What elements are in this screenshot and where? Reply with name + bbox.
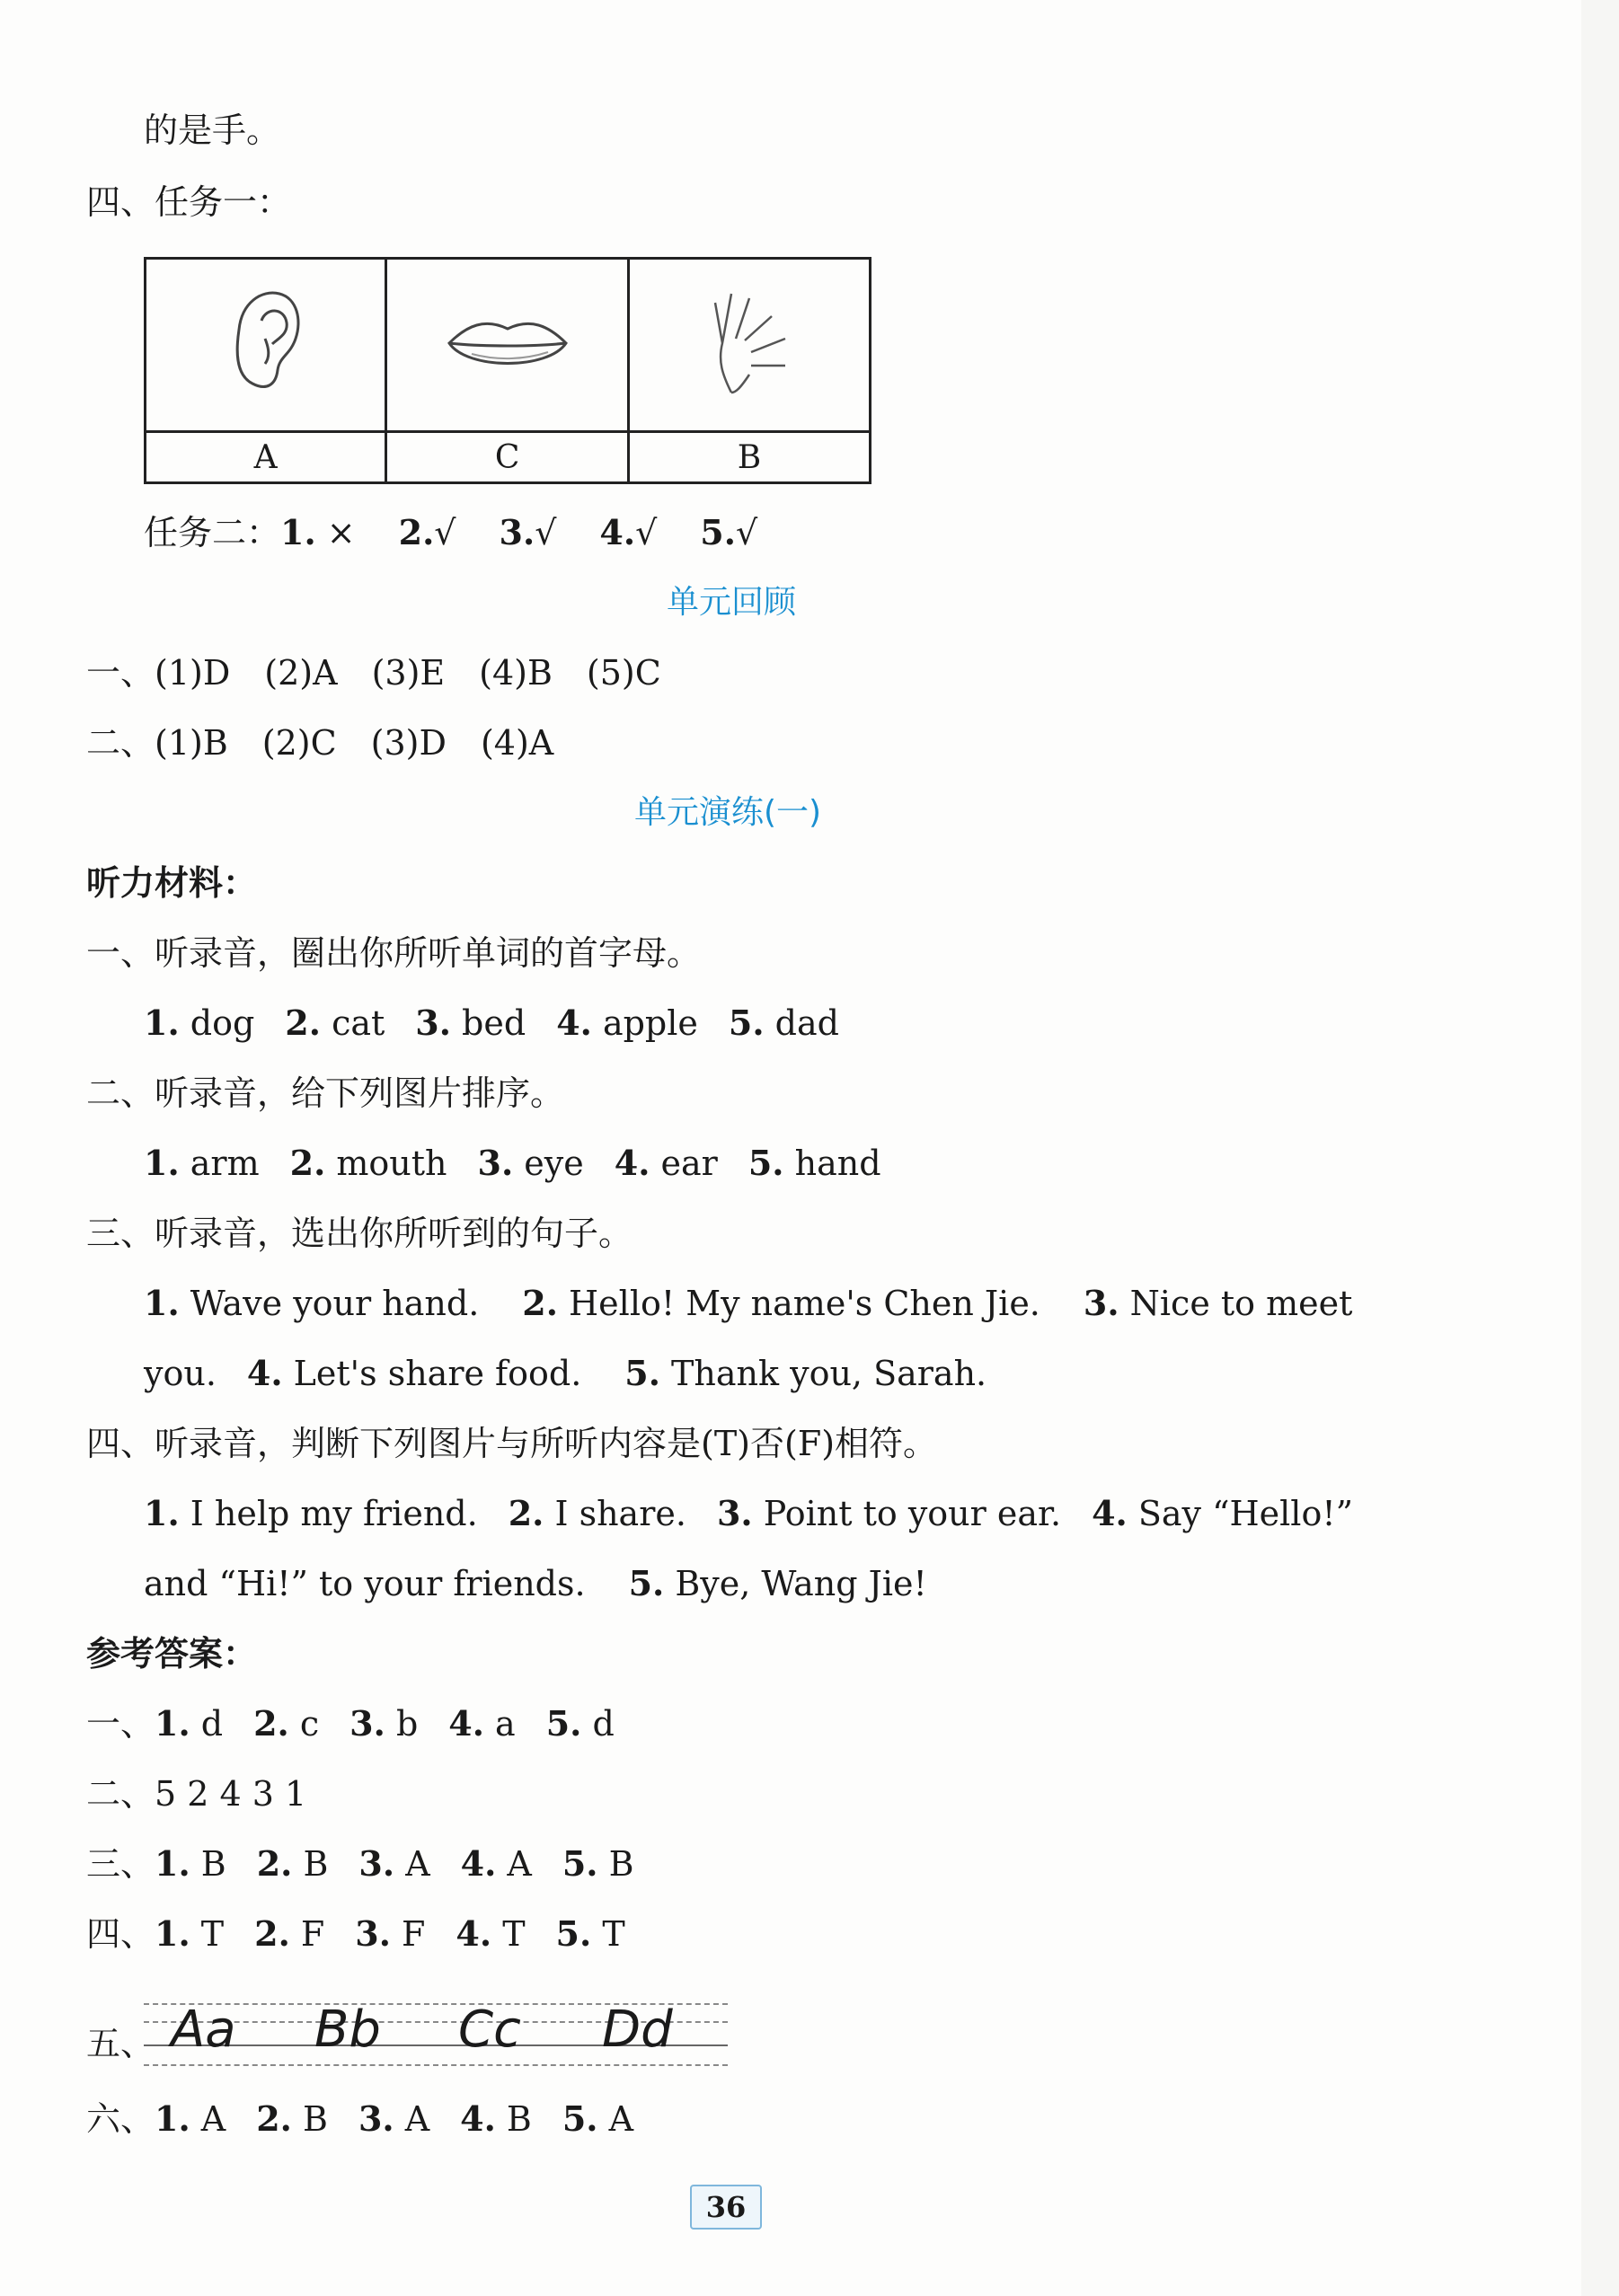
item-num: 2. <box>508 1493 544 1533</box>
item-num: 4. <box>448 1703 484 1744</box>
item-text: Point to your ear. <box>763 1494 1062 1533</box>
unit-practice-heading: 单元演练(一) <box>634 794 822 831</box>
item-text: T <box>602 1914 625 1954</box>
task2-answer: √ <box>635 513 658 552</box>
answer-row-1 <box>86 1701 615 1746</box>
item-num: 2. <box>253 1703 289 1744</box>
item-text: bed <box>462 1003 526 1043</box>
item-text: you. <box>144 1354 217 1393</box>
item-text: eye <box>524 1144 584 1183</box>
answer-row-6 <box>86 2097 633 2141</box>
item-num: 3. <box>355 1913 391 1954</box>
item-text: d <box>592 1704 615 1744</box>
q1-title: 一、听录音，圈出你所听单词的首字母。 <box>86 933 702 973</box>
item-num: 3. <box>477 1143 514 1183</box>
task2-prefix: 任务二： <box>144 513 281 552</box>
item-num: 5. <box>628 1563 665 1603</box>
task2-answer: √ <box>535 513 557 552</box>
item-num: 4. <box>614 1143 650 1183</box>
item-text: B <box>608 1844 634 1884</box>
letter-pair: Aa <box>171 2000 236 2059</box>
item-text: and “Hi!” to your friends. <box>144 1564 586 1603</box>
answer-prefix: 四、 <box>86 1914 155 1954</box>
item-text: B <box>303 2099 328 2139</box>
item-text: Let's share food. <box>293 1354 582 1393</box>
page-number: 36 <box>690 2185 762 2230</box>
item-text: F <box>402 1914 426 1954</box>
task2-num: 3. <box>499 512 535 552</box>
item-text: I share. <box>554 1494 686 1533</box>
item-text: B <box>303 1844 329 1884</box>
listening-title: 听力材料： <box>86 863 258 903</box>
item-num: 2. <box>254 1913 290 1954</box>
answers-title: 参考答案： <box>86 1634 258 1673</box>
item-text: Thank you, Sarah. <box>671 1354 987 1393</box>
item-num: 2. <box>522 1283 558 1323</box>
item-num: 3. <box>716 1493 753 1533</box>
letter-pair: Cc <box>458 2000 521 2059</box>
item-text: A <box>405 1844 430 1884</box>
item-text: T <box>502 1914 526 1954</box>
task2-answer: × <box>326 513 356 552</box>
q1-items <box>144 1001 839 1046</box>
task2-answer: √ <box>735 513 758 552</box>
item-num: 2. <box>289 1143 326 1183</box>
item-text: hand <box>794 1144 881 1183</box>
item-text: mouth <box>336 1144 447 1183</box>
item-num: 4. <box>460 1843 497 1884</box>
item-num: 1. <box>155 1843 190 1884</box>
task2-answer: √ <box>434 513 456 552</box>
item-text: a <box>495 1704 516 1744</box>
item-num: 1. <box>144 1143 180 1183</box>
q3-line2 <box>144 1351 986 1396</box>
item-num: 2. <box>256 2098 292 2139</box>
item-text: arm <box>190 1144 260 1183</box>
task1-label-1: A <box>146 432 386 483</box>
item-text: Wave your hand. <box>190 1284 480 1323</box>
task2-answers <box>144 510 757 555</box>
item-num: 3. <box>349 1703 385 1744</box>
q2-items <box>144 1141 881 1186</box>
answer-row-5-prefix: 五、 <box>86 2024 155 2063</box>
item-num: 1. <box>144 1002 180 1043</box>
item-num: 4. <box>246 1353 283 1393</box>
letter-pair: Dd <box>602 2000 673 2059</box>
item-text: A <box>507 1844 532 1884</box>
item-num: 4. <box>456 1913 492 1954</box>
ear-picture <box>226 285 306 402</box>
item-text: d <box>200 1704 224 1744</box>
ear-cell <box>146 259 386 432</box>
task2-num: 4. <box>599 512 636 552</box>
item-text: dad <box>774 1003 839 1043</box>
task2-num: 1. <box>280 512 316 552</box>
item-num: 1. <box>144 1283 180 1323</box>
item-num: 3. <box>358 1843 395 1884</box>
answer-prefix: 六、 <box>86 2099 155 2139</box>
answer-row-4 <box>86 1912 625 1956</box>
item-num: 5. <box>555 1913 592 1954</box>
q4-line1 <box>144 1491 1353 1536</box>
item-text: dog <box>190 1003 255 1043</box>
hand-cell <box>628 259 870 432</box>
task1-table <box>144 257 871 484</box>
item-num: 1. <box>155 1913 190 1954</box>
section4-title: 四、任务一： <box>86 182 292 222</box>
answer-prefix: 三、 <box>86 1844 155 1884</box>
item-text: ear <box>660 1144 718 1183</box>
hand-picture <box>695 285 803 402</box>
answer-row-3 <box>86 1841 634 1886</box>
answer-prefix: 一、 <box>86 1704 155 1744</box>
top-fragment: 的是手。 <box>144 110 281 150</box>
item-text: I help my friend. <box>190 1494 478 1533</box>
item-text: B <box>506 2099 532 2139</box>
item-num: 5. <box>728 1002 765 1043</box>
q2-title: 二、听录音，给下列图片排序。 <box>86 1073 565 1113</box>
item-text: A <box>608 2099 634 2139</box>
item-num: 4. <box>556 1002 592 1043</box>
item-num: 3. <box>1083 1283 1119 1323</box>
task2-num: 2. <box>398 512 435 552</box>
item-text: Hello! My name's Chen Jie. <box>569 1284 1040 1323</box>
item-text: Bye, Wang Jie! <box>675 1564 927 1603</box>
item-num: 5. <box>545 1703 582 1744</box>
item-text: F <box>300 1914 325 1954</box>
item-num: 1. <box>144 1493 180 1533</box>
writing-rule <box>144 2064 728 2066</box>
item-text: B <box>200 1844 226 1884</box>
q3-line1 <box>144 1281 1352 1326</box>
item-num: 5. <box>624 1353 660 1393</box>
q4-title: 四、听录音，判断下列图片与所听内容是(T)否(F)相符。 <box>86 1424 938 1463</box>
item-text: b <box>395 1704 419 1744</box>
item-text: apple <box>602 1003 698 1043</box>
item-text: c <box>299 1704 320 1744</box>
item-text: Say “Hello!” <box>1137 1494 1354 1533</box>
item-text: A <box>200 2099 226 2139</box>
item-num: 4. <box>1092 1493 1128 1533</box>
item-num: 2. <box>285 1002 321 1043</box>
item-text: cat <box>332 1003 385 1043</box>
task1-label-3: B <box>628 432 870 483</box>
item-num: 3. <box>415 1002 451 1043</box>
handwritten-letters <box>171 2000 746 2059</box>
mouth-cell <box>386 259 629 432</box>
answer-row-2: 二、5 2 4 3 1 <box>86 1774 307 1814</box>
q4-line2 <box>144 1561 927 1606</box>
item-num: 5. <box>748 1143 784 1183</box>
item-num: 1. <box>155 2098 190 2139</box>
item-num: 2. <box>256 1843 293 1884</box>
item-num: 5. <box>562 1843 598 1884</box>
q3-title: 三、听录音，选出你所听到的句子。 <box>86 1214 633 1253</box>
item-text: A <box>404 2099 430 2139</box>
letter-pair: Bb <box>314 2000 381 2059</box>
mouth-picture <box>445 307 571 379</box>
item-text: Nice to meet <box>1129 1284 1353 1323</box>
handwriting-lines <box>144 2000 728 2068</box>
item-num: 1. <box>155 1703 190 1744</box>
task2-num: 5. <box>700 512 736 552</box>
item-num: 4. <box>460 2098 496 2139</box>
item-num: 3. <box>358 2098 394 2139</box>
item-text: T <box>200 1914 225 1954</box>
unit-review-line2: 二、(1)B (2)C (3)D (4)A <box>86 723 554 763</box>
unit-review-line1: 一、(1)D (2)A (3)E (4)B (5)C <box>86 653 661 693</box>
task1-label-2: C <box>386 432 629 483</box>
unit-review-heading: 单元回顾 <box>667 584 797 621</box>
item-num: 5. <box>562 2098 598 2139</box>
